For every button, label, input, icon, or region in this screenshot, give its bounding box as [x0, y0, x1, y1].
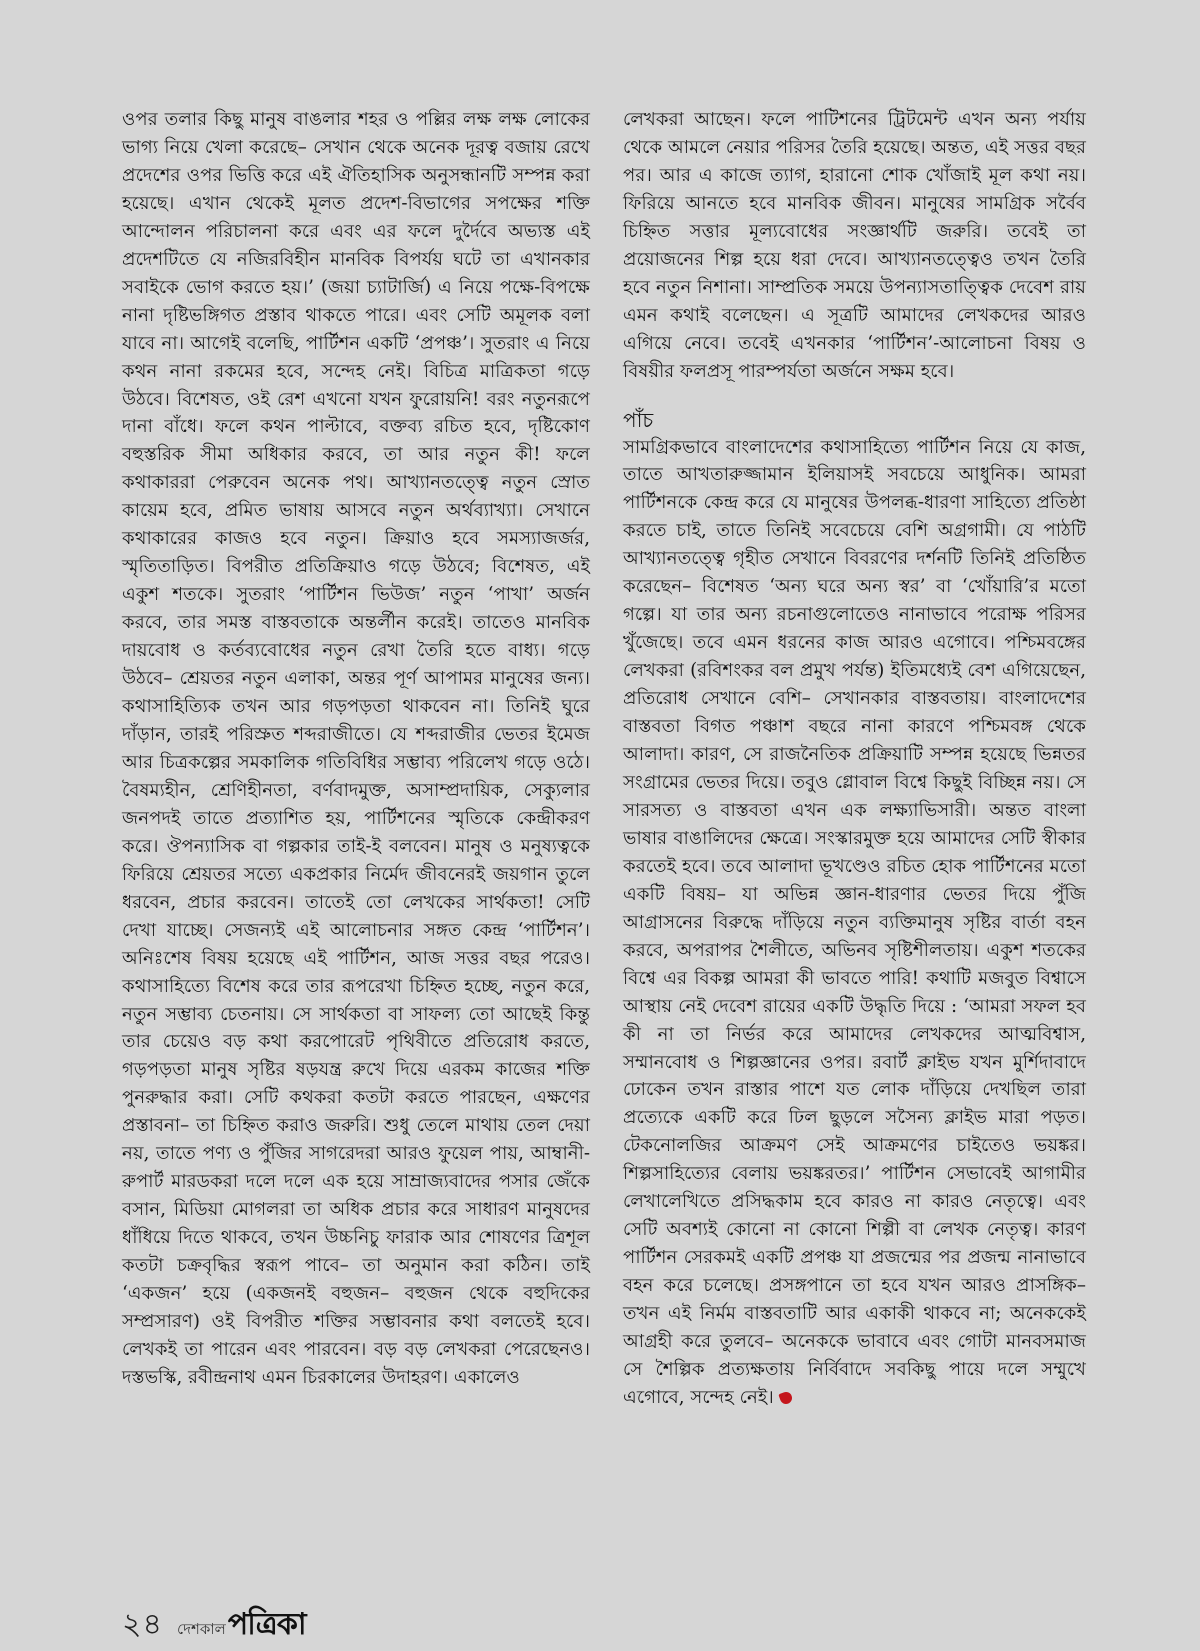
body-paragraph — [623, 434, 1086, 1412]
section-heading: পাঁচ — [623, 407, 654, 432]
body-paragraph: লেখকরা আছেন। ফলে পাটিশনের ট্রিটমেন্ট এখন অন্য পর্যায় থেকে আমলে নেয়ার পরিসর তৈরি হয়েছে। অন্তত, এই সত্তর বছর পর। আর এ কাজে ত্যাগ, হারানো শোক খোঁজাই মূল কথা নয়। ফিরিয়ে আনতে হবে মানবিক জীবন। মানুষের সামগ্রিক সর্বৈব চিহ্নিত সত্তার মূল্যবোধের সংজ্ঞার্থটি জরুরি। তবেই তা প্রয়োজনের শিল্প হয়ে ধরা দেবে। আখ্যানতত্ত্বেও তখন তৈরি হবে নতুন নিশানা। সাম্প্রতিক সময়ে উপন্যাসতাত্ত্বিক দেবেশ রায় এমন কথাই বলেছেন। এ সূত্রটি আমাদের লেখকদের আরও এগিয়ে নেবে। তবেই এখনকার ‘পার্টিশন’-আলোচনা বিষয় ও বিষয়ীর ফলপ্রসূ পারম্পর্যতা অর্জনে সক্ষম হবে। — [623, 109, 1086, 382]
magazine-logo-big-text: পত্রিকা — [227, 1607, 306, 1642]
magazine-logo — [177, 1600, 306, 1651]
body-paragraph: ওপর তলার কিছু মানুষ বাঙলার শহর ও পল্লির লক্ষ লক্ষ লোকের ভাগ্য নিয়ে খেলা করেছে– সেখান থেকে অনেক দূরত্ব বজায় রেখে প্রদেশের ওপর ভিত্তি করে এই ঐতিহাসিক অনুসন্ধানটি সম্পন্ন করা হয়েছে। এখান থেকেই মূলত প্রদেশ-বিভাগের সপক্ষের শক্তি আন্দোলন পরিচালনা করে এবং এর ফলে দুর্দৈবে অভ্যস্ত এই প্রদেশটিতে যে নজিরবিহীন মানবিক বিপর্যয় ঘটে তা এখানকার সবাইকে ভোগ করতে হয়।’ (জয়া চ্যাটার্জি) এ নিয়ে পক্ষে-বিপক্ষে নানা দৃষ্টিভঙ্গিগত প্রস্তাব থাকতে পারে। এবং সেটি অমূলক বলা যাবে না। আগেই বলেছি, পার্টিশন একটি ‘প্রপঞ্চ’। সুতরাং এ নিয়ে কথন নানা রকমের হবে, সন্দেহ নেই। বিচিত্র মাত্রিকতা গড়ে উঠবে। বিশেষত, ওই রেশ এখনো যখন ফুরোয়নি! বরং নতুনরূপে দানা বাঁধে। ফলে কথন পাল্টাবে, বক্তব্য রচিত হবে, দৃষ্টিকোণ বহুস্তরিক সীমা অধিকার করবে, তা আর নতুন কী! ফলে কথাকাররা পেরুবেন অনেক পথ। আখ্যানতত্ত্বে নতুন স্রোত কায়েম হবে, প্রমিত ভাষায় আসবে নতুন অর্থব্যাখ্যা। সেখানে কথাকারের কাজও হবে নতুন। ক্রিয়াও হবে সমস্যাজর্জর, স্মৃতিতাড়িত। বিপরীত প্রতিক্রিয়াও গড়ে উঠবে; বিশেষত, এই একুশ শতকে। সুতরাং ‘পার্টিশন ভিউজ’ নতুন ‘পাখা’ অর্জন করবে, তার সমস্ত বাস্তবতাকে অন্তর্লীন করেই। তাতেও মানবিক দায়বোধ ও কর্তব্যবোধের নতুন রেখা তৈরি হতে বাধ্য। গড়ে উঠবে– শ্রেয়তর নতুন এলাকা, অন্তর পূর্ণ আপামর মানুষের জন্য। কথাসাহিত্যিক তখন আর গড়পড়তা থাকবেন না। তিনিই ঘুরে দাঁড়ান, তারই পরিস্রুত শব্দরাজীতে। যে শব্দরাজীর ভেতর ইমেজ আর চিত্রকল্পের সমকালিক গতিবিধির সম্ভাব্য পরিলেখ গড়ে ওঠে। বৈষম্যহীন, শ্রেণিহীনতা, বর্ণবাদমুক্ত, অসাম্প্রদায়িক, সেক্যুলার জনপদই তাতে প্রত্যাশিত হয়, পার্টিশনের স্মৃতিকে কেন্দ্রীকরণ করে। ঔপন্যাসিক বা গল্পকার তাই-ই বলবেন। মানুষ ও মনুষ্যত্বকে ফিরিয়ে শ্রেয়তর সত্যে একপ্রকার নির্মেদ জীবনেরই জয়গান তুলে ধরবেন, প্রচার করবেন। তাতেই তো লেখকের সার্থকতা! সেটি দেখা যাচ্ছে। সেজন্যই এই আলোচনার সঙ্গত কেন্দ্র ‘পার্টিশন’। অনিঃশেষ বিষয় হয়েছে এই পার্টিশন, আজ সত্তর বছর পরেও। কথাসাহিত্যে বিশেষ করে তার রূপরেখা চিহ্নিত হচ্ছে, নতুন করে, নতুন সম্ভাব্য চেতনায়। সে সার্থকতা বা সাফল্য তো আছেই কিন্তু তার চেয়েও বড় কথা করপোরেট পৃথিবীতে প্রতিরোধ করতে, গড়পড়তা মানুষ সৃষ্টির ষড়যন্ত্র রুখে দিয়ে এরকম কাজের শক্তি পুনরুদ্ধার করা। সেটি কথকরা কতটা করতে পারছেন, এক্ষণের প্রস্তাবনা– তা চিহ্নিত করাও জরুরি। শুধু তেলে মাথায় তেল দেয়া নয়, তাতে পণ্য ও পুঁজির সাগরেদরা আরও ফুয়েল পায়, আম্বানী-রুপার্ট মারডকরা দলে দলে এক হয়ে সাম্রাজ্যবাদের পসার জেঁকে বসান, মিডিয়া মোগলরা তা অধিক প্রচার করে সাধারণ মানুষদের ধাঁধিয়ে দিতে থাকবে, তখন উচ্চনিচু ফারাক আর শোষণের ত্রিশূল কতটা চক্রবৃদ্ধির স্বরূপ পাবে– তা অনুমান করা কঠিন। তাই ‘একজন’ হয়ে (একজনই বহুজন– বহুজন থেকে বহুদিকের সম্প্রসারণ) ওই বিপরীত শক্তির সম্ভাবনার কথা বলতেই হবে। লেখকই তা পারেন এবং পারবেন। বড় বড় লেখকরা পেরেছেনও। দস্তভস্কি, রবীন্দ্রনাথ এমন চিরকালের উদাহরণ। একালেও — [122, 109, 590, 1388]
page-number: ২৪ — [122, 1607, 163, 1642]
page-footer — [122, 1600, 306, 1651]
magazine-logo-small-text: দেশকাল — [176, 1620, 226, 1638]
right-column — [623, 106, 1086, 1412]
end-of-article-icon — [778, 1390, 793, 1405]
body-paragraph-text: সামগ্রিকভাবে বাংলাদেশের কথাসাহিত্যে পার্টিশন নিয়ে যে কাজ, তাতে আখতারুজ্জামান ইলিয়াসই সবচেয়ে আধুনিক। আমরা পার্টিশনকে কেন্দ্র করে যে মানুষের উপলব্ধ-ধারণা সাহিত্যে প্রতিষ্ঠা করতে চাই, তাতে তিনিই সবেচেয়ে বেশি অগ্রগামী। যে পাঠটি আখ্যানতত্ত্বে গৃহীত সেখানে বিবরণের দর্শনটি তিনিই প্রতিষ্ঠিত করেছেন– বিশেষত ‘অন্য ঘরে অন্য স্বর’ বা ‘খোঁয়ারি’র মতো গল্পে। যা তার অন্য রচনাগুলোতেও নানাভাবে পরোক্ষ পরিসর খুঁজেছে। তবে এমন ধরনের কাজ আরও এগোবে। পশ্চিমবঙ্গের লেখকরা (রবিশংকর বল প্রমুখ পর্যন্ত) ইতিমধ্যেই বেশ এগিয়েছেন, প্রতিরোধ সেখানে বেশি– সেখানকার বাস্তবতায়। বাংলাদেশের বাস্তবতা বিগত পঞ্চাশ বছরে নানা কারণে পশ্চিমবঙ্গ থেকে আলাদা। কারণ, সে রাজনৈতিক প্রক্রিয়াটি সম্পন্ন হয়েছে ভিন্নতর সংগ্রামের ভেতর দিয়ে। তবুও গ্লোবাল বিশ্বে কিছুই বিচ্ছিন্ন নয়। সে সারসত্য ও বাস্তবতা এখন এক লক্ষ্যাভিসারী। অন্তত বাংলা ভাষার বাঙালিদের ক্ষেত্রে। সংস্কারমুক্ত হয়ে আমাদের সেটি স্বীকার করতেই হবে। তবে আলাদা ভূখণ্ডেও রচিত হোক পার্টিশনের মতো একটি বিষয়– যা অভিন্ন জ্ঞান-ধারণার ভেতর দিয়ে পুঁজি আগ্রাসনের বিরুদ্ধে দাঁড়িয়ে নতুন ব্যক্তিমানুষ সৃষ্টির বার্তা বহন করবে, অপরাপর শৈলীতে, অভিনব সৃষ্টিশীলতায়। একুশ শতকের বিশ্বে এর বিকল্প আমরা কী ভাবতে পারি! কথাটি মজবুত বিশ্বাসে আস্থায় নেই দেবেশ রায়ের একটি উদ্ধৃতি দিয়ে : ‘আমরা সফল হব কী না তা নির্ভর করে আমাদের লেখকদের আত্মবিশ্বাস, সম্মানবোধ ও শিল্পজ্ঞানের ওপর। রবার্ট ক্লাইভ যখন মুর্শিদাবাদে ঢোকেন তখন রাস্তার পাশে যত লোক দাঁড়িয়ে দেখছিল তারা প্রত্যেকে একটি করে ঢিল ছুড়লে সসৈন্য ক্লাইভ মারা পড়ত। টেকনোলজির আক্রমণ সেই আক্রমণের চাইতেও ভয়ঙ্কর। শিল্পসাহিত্যের বেলায় ভয়ঙ্করতর।’ পার্টিশন সেভাবেই আগামীর লেখালেখিতে প্রসিদ্ধকাম হবে কারও না কারও নেতৃত্বে। এবং সেটি অবশ্যই কোনো না কোনো শিল্পী বা লেখক নেতৃত্ব। কারণ পার্টিশন সেরকমই একটি প্রপঞ্চ যা প্রজন্মের পর প্রজন্ম নানাভাবে বহন করে চলেছে। প্রসঙ্গপানে তা হবে যখন আরও প্রাসঙ্গিক– তখন এই নির্মম বাস্তবতাটি আর একাকী থাকবে না; অনেককেই আগ্রহী করে তুলবে– অনেককে ভাবাবে এবং গোটা মানবসমাজ সে শৈল্পিক প্রত্যক্ষতায় নির্বিবাদে সবকিছু পায়ে দলে সম্মুখে এগোবে, সন্দেহ নেই। — [623, 436, 1086, 1408]
left-column — [122, 106, 590, 1392]
